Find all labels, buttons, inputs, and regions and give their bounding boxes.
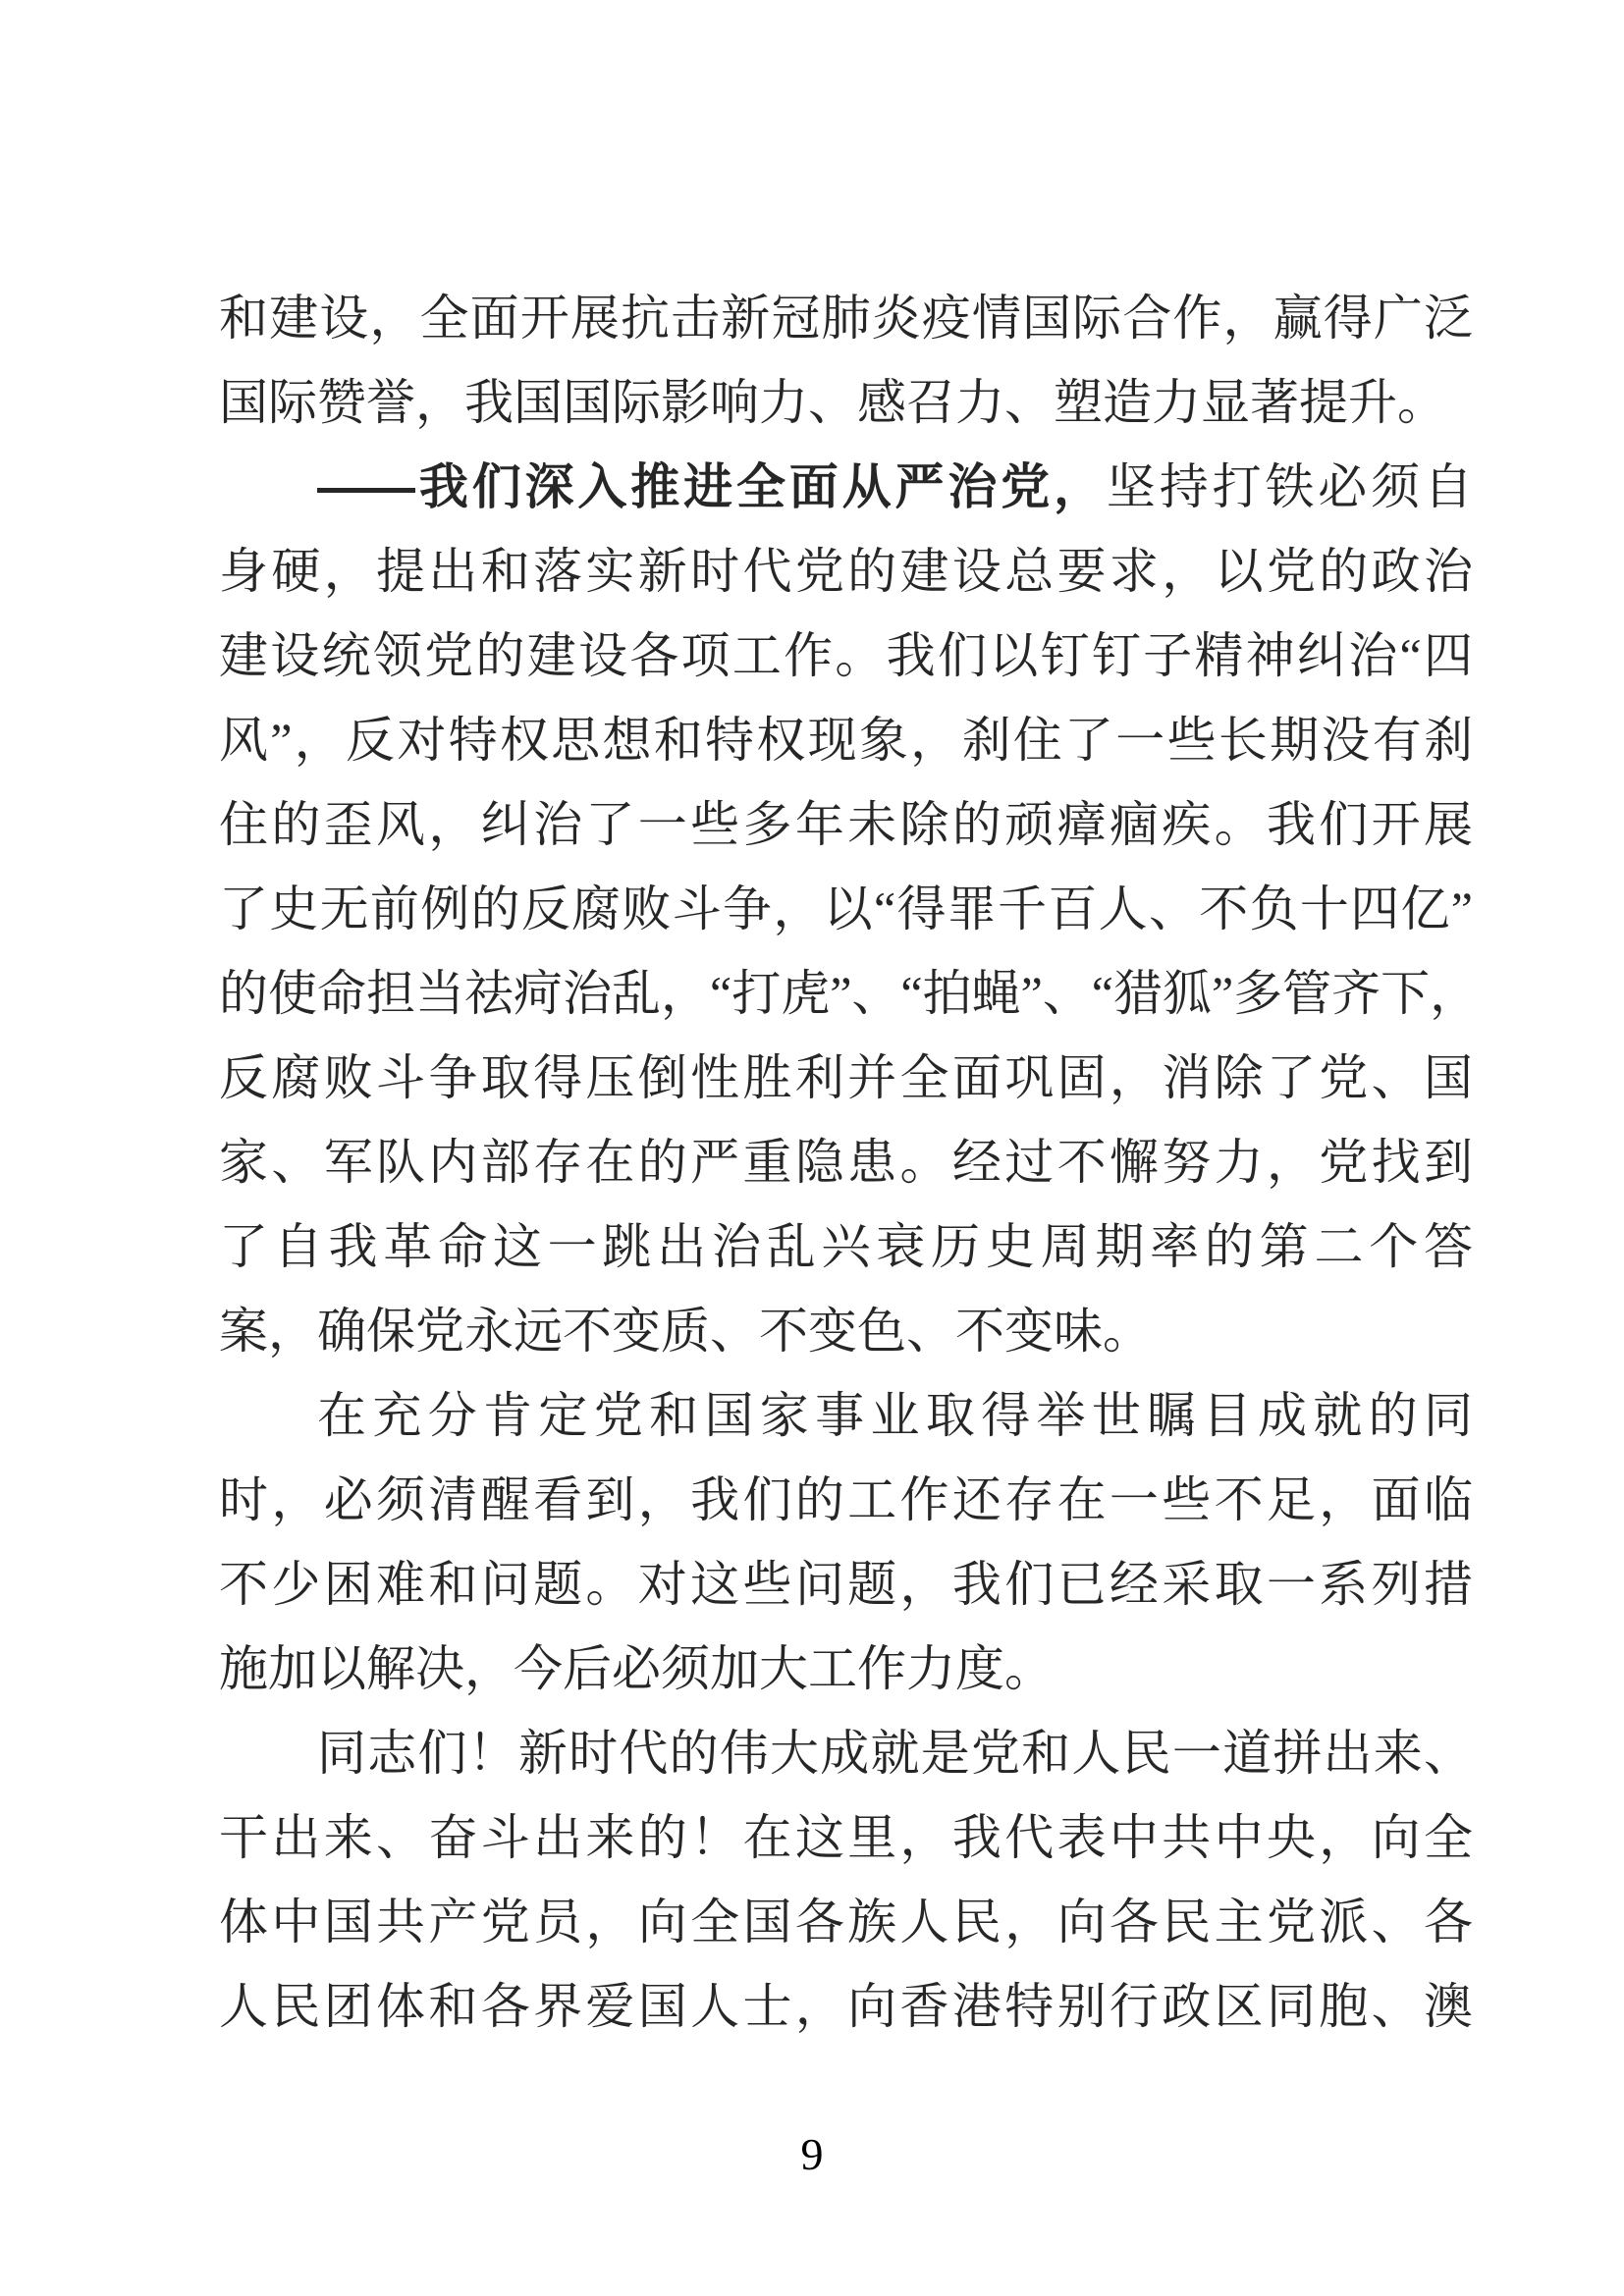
text-line: 人民团体和各界爱国人士，向香港特别行政区同胞、澳 [219,1979,1473,2034]
text-line: 干出来、奋斗出来的！在这里，我代表中共中央，向全 [219,1810,1473,1865]
text-line: 施加以解决，今后必须加大工作力度。 [219,1641,1054,1696]
text-line: 了史无前例的反腐败斗争，以“得罪千百人、不负十四亿” [219,881,1473,936]
text-line: 住的歪风，纠治了一些多年未除的顽瘴痼疾。我们开展 [219,797,1473,852]
text-line: 风”，反对特权思想和特权现象，刹住了一些长期没有刹 [219,713,1473,768]
text-line: 的使命担当祛疴治乱，“打虎”、“拍蝇”、“猎狐”多管齐下， [219,966,1480,1021]
text-line: 同志们！新时代的伟大成就是党和人民一道拼出来、 [317,1726,1473,1781]
text-line: 在充分肯定党和国家事业取得举世瞩目成就的同 [317,1388,1473,1443]
text-line: 了自我革命这一跳出治乱兴衰历史周期率的第二个答 [219,1219,1473,1274]
bold-lead: ——我们深入推进全面从严治党， [317,459,1107,514]
text-line: 不少困难和问题。对这些问题，我们已经采取一系列措 [219,1557,1473,1612]
text-line: 和建设，全面开展抗击新冠肺炎疫情国际合作，赢得广泛 [219,291,1473,346]
text-line: 家、军队内部存在的严重隐患。经过不懈努力，党找到 [219,1135,1473,1190]
text-line: 反腐败斗争取得压倒性胜利并全面巩固，消除了党、国 [219,1050,1473,1105]
text-line: 身硬，提出和落实新时代党的建设总要求，以党的政治 [219,544,1473,599]
text-line: 时，必须清醒看到，我们的工作还存在一些不足，面临 [219,1472,1473,1527]
page-number: 9 [800,2129,824,2179]
text-line: 体中国共产党员，向全国各族人民，向各民主党派、各 [219,1895,1473,1949]
text-line: ——我们深入推进全面从严治党，坚持打铁必须自 [317,459,1474,514]
text-line: 国际赞誉，我国国际影响力、感召力、塑造力显著提升。 [219,375,1446,430]
text-block [219,276,1480,2049]
text-line: 案，确保党永远不变质、不变色、不变味。 [219,1304,1152,1359]
text-line: 建设统领党的建设各项工作。我们以钉钉子精神纠治“四 [219,628,1473,683]
